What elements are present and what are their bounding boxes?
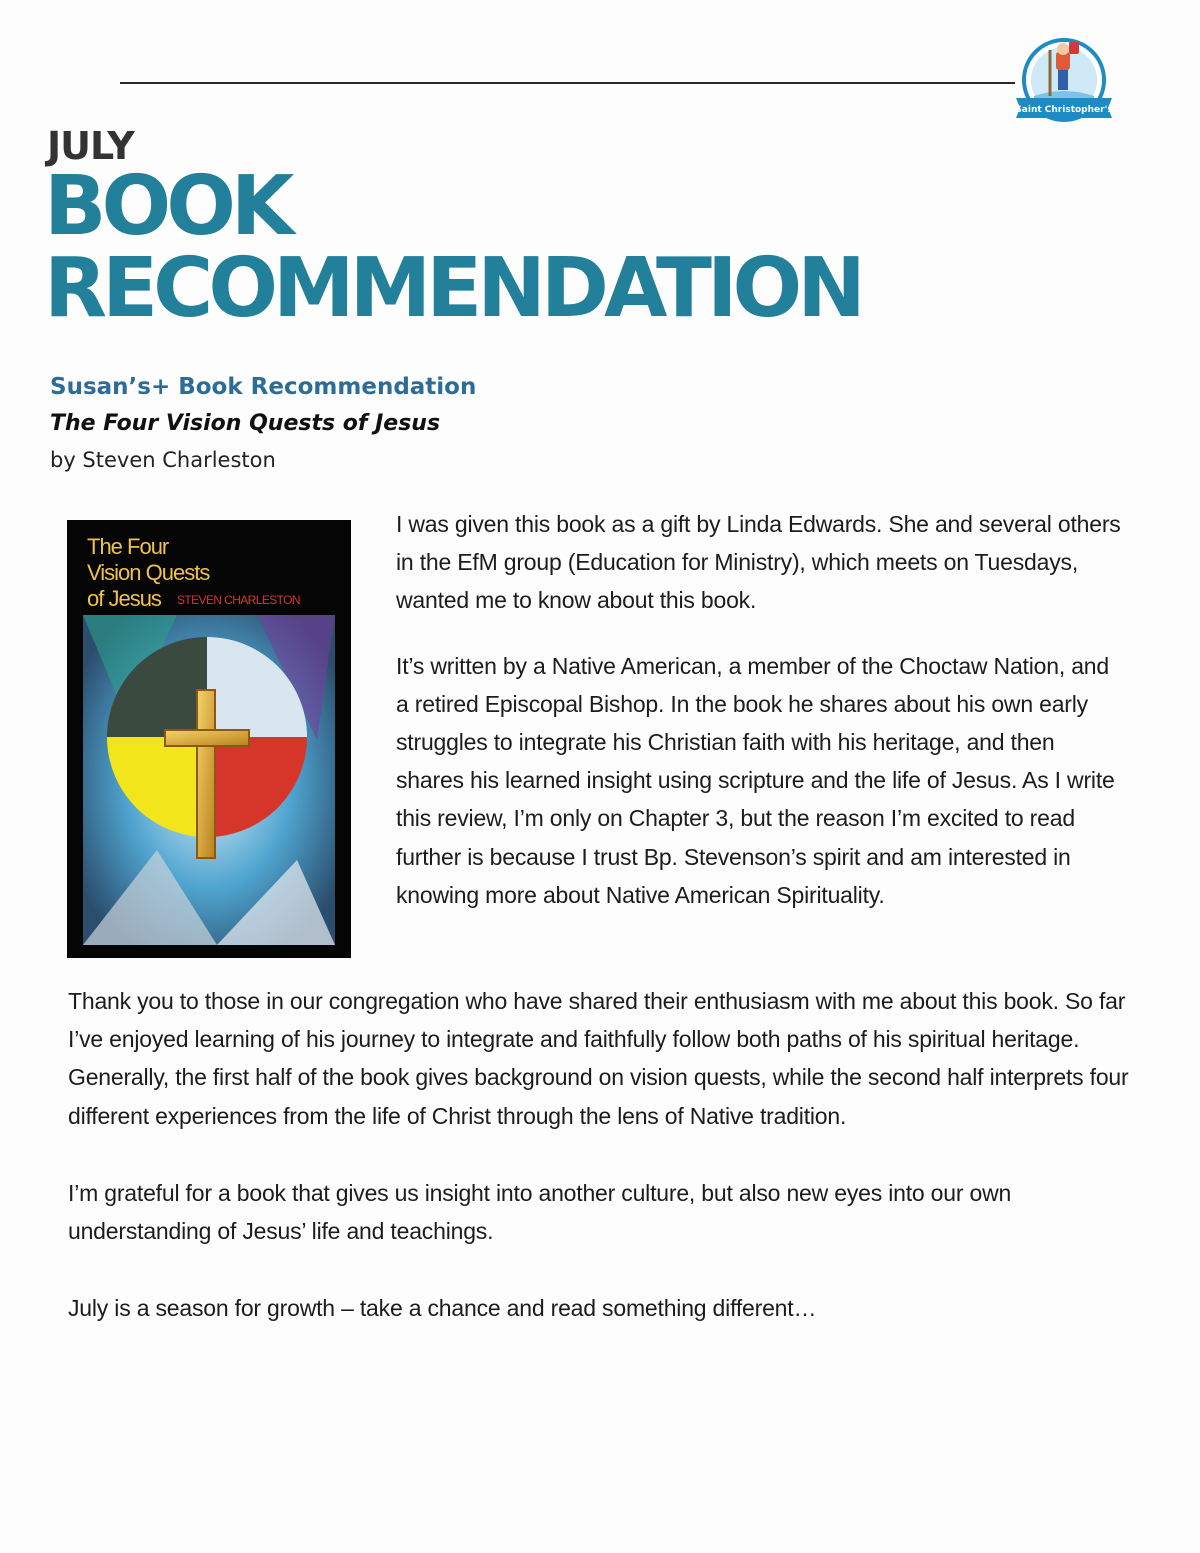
title-line-book: BOOK <box>44 159 290 254</box>
cover-title-line1: The Four <box>87 534 169 559</box>
title-line-recommendation: RECOMMENDATION <box>44 241 861 336</box>
paragraph-closing: July is a season for growth – take a chance and read something different… <box>68 1295 817 1322</box>
cover-title-line3: of Jesus <box>87 586 161 611</box>
logo-text: Saint Christopher's <box>1015 105 1113 115</box>
month-label: JULY <box>47 124 134 168</box>
cover-title-line2: Vision Quests <box>87 560 210 585</box>
book-title: The Four Vision Quests of Jesus <box>50 411 441 436</box>
review-body <box>68 982 1148 1366</box>
paragraph-author-background: It’s written by a Native American, a member of the Choctaw Nation, and a retired Episcopal Bishop. In the book he shares about his own early struggles to integrate his Christian faith with his heritage, and then shares his learned insight using scripture and the life of Jesus. As I write this review, I’m only on Chapter 3, but the reason I’m excited to read further is because I trust Bp. Stevenson’s spirit and am interested in knowing more about Native American Spirituality. <box>396 652 1115 908</box>
book-author: by Steven Charleston <box>50 448 276 472</box>
paragraph-thanks: Thank you to those in our congregation who have shared their enthusiasm with me about this book. So far I’ve enjoyed learning of his journey to integrate and faithfully follow both paths of his spiritual heritage. Generally, the first half of the book gives background on vision quests, while the second half interprets four different experiences from the life of Christ through the lens of Native tradition. <box>68 988 1129 1129</box>
page-title <box>44 159 861 336</box>
paragraph-gift: I was given this book as a gift by Linda Edwards. She and several others in the EfM group (Education for Ministry), which meets on Tuesdays, wanted me to know about this book. <box>396 511 1121 614</box>
book-cover-image <box>67 520 351 958</box>
church-logo <box>1012 38 1120 124</box>
cover-author: STEVEN CHARLESTON <box>177 593 300 607</box>
header-divider <box>120 82 1015 84</box>
paragraph-gratitude: I’m grateful for a book that gives us insight into another culture, but also new eyes into our own understanding of Jesus’ life and teachings. <box>68 1179 1012 1245</box>
intro-column <box>396 505 1124 941</box>
recommendation-heading: Susan’s+ Book Recommendation <box>50 374 477 400</box>
